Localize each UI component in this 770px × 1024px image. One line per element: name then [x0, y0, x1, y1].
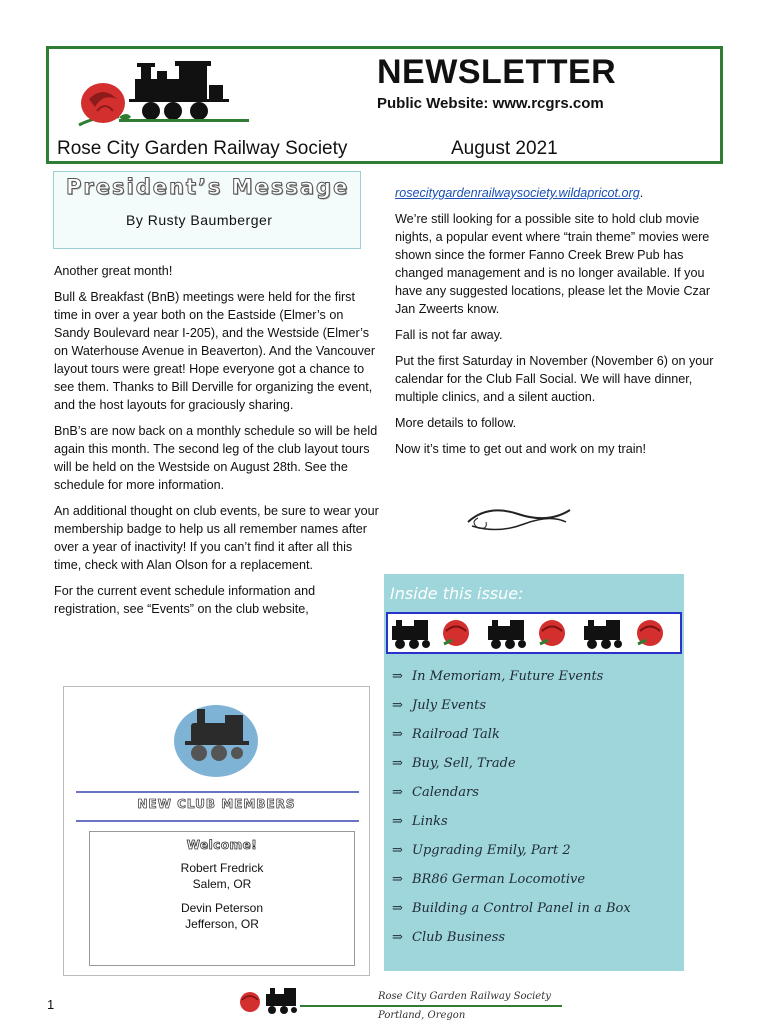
paragraph: An additional thought on club events, be sure to wear your membership badge to help us all remember names after over a year of inactivity! If you can’t find it after all this time, check with Alan Olson for a replacement.: [54, 504, 379, 572]
club-website-link[interactable]: rosecitygardenrailwaysociety.wildapricot.org: [395, 186, 640, 200]
list-item-label: Railroad Talk: [412, 727, 500, 742]
list-item[interactable]: [392, 720, 680, 749]
list-item[interactable]: [392, 749, 680, 778]
steam-locomotive-icon: [584, 620, 622, 649]
page-number: 1: [47, 997, 55, 1012]
left-column: [54, 262, 379, 626]
arrow-icon: ⇒: [392, 901, 403, 916]
paragraph: More details to follow.: [395, 416, 517, 430]
paragraph: Bull & Breakfast (BnB) meetings were held for the first time in over a year both on the Eastside (Elmer’s on Sandy Boulevard near I-205), and the Westside (Elmer’s on Waterhouse Avenue in Beaverton). And the Vancouver layout tours were great! Hope everyone got a chance to see them. Thanks to Bill Derville for organizing the event, and the host layouts for graciously sharing.: [54, 290, 376, 412]
divider: [76, 820, 359, 822]
arrow-icon: ⇒: [392, 785, 403, 800]
arrow-icon: ⇒: [392, 698, 403, 713]
paragraph: Fall is not far away.: [395, 328, 503, 342]
arrow-icon: ⇒: [392, 669, 403, 684]
inside-this-issue-heading: Inside this issue:: [390, 584, 524, 603]
presidents-message-banner: [53, 171, 361, 249]
newsletter-title: NEWSLETTER: [377, 53, 617, 91]
arrow-icon: ⇒: [392, 843, 403, 858]
inside-this-issue: [384, 574, 684, 971]
members-list: [89, 831, 355, 966]
steam-locomotive-icon: [266, 988, 297, 1014]
list-item[interactable]: [392, 807, 680, 836]
byline: By Rusty Baumberger: [126, 212, 273, 228]
list-item-label: BR86 German Locomotive: [412, 872, 586, 887]
steam-locomotive-icon: [129, 61, 229, 120]
list-item-label: Calendars: [412, 785, 479, 800]
member-entry: [90, 860, 354, 892]
paragraph: For the current event schedule information and registration, see “Events” on the club website,: [54, 584, 316, 616]
list-item[interactable]: [392, 894, 680, 923]
footer-divider: [300, 1005, 562, 1007]
footer-organization: Rose City Garden Railway Society: [378, 991, 551, 1002]
arrow-icon: ⇒: [392, 930, 403, 945]
steam-locomotive-icon: [392, 620, 430, 649]
issue-contents-list: [392, 662, 680, 952]
paragraph: Put the first Saturday in November (November 6) on your calendar for the Club Fall Social. We will have dinner, multiple clinics, and a silent auction.: [395, 354, 714, 404]
paragraph: Now it’s time to get out and work on my train!: [395, 442, 647, 456]
arrow-icon: ⇒: [392, 727, 403, 742]
divider: [76, 791, 359, 793]
steam-locomotive-icon: [488, 620, 526, 649]
list-item[interactable]: [392, 691, 680, 720]
welcome-heading: Welcome!: [186, 838, 258, 852]
list-item[interactable]: [392, 865, 680, 894]
list-item-label: Links: [412, 814, 448, 829]
arrow-icon: ⇒: [392, 814, 403, 829]
paragraph: Another great month!: [54, 264, 173, 278]
list-item-label: Buy, Sell, Trade: [412, 756, 516, 771]
list-item-label: Building a Control Panel in a Box: [412, 901, 631, 916]
arrow-icon: ⇒: [392, 756, 403, 771]
steam-locomotive-icon: [171, 693, 261, 783]
website-link-line: [395, 184, 725, 202]
rose-icon: [539, 620, 565, 646]
club-logo: [59, 55, 249, 135]
public-website: Public Website: www.rcgrs.com: [377, 95, 604, 112]
paragraph: BnB’s are now back on a monthly schedule so will be held again this month. The second leg of the club layout tours will be held on the Westside on August 28th. See the schedule for more information.: [54, 424, 378, 492]
rose-icon: [79, 83, 131, 125]
rose-icon: [637, 620, 663, 646]
footer-logo: [236, 982, 308, 1018]
rose-icon: [240, 992, 260, 1012]
list-item[interactable]: [392, 836, 680, 865]
right-column: [395, 184, 725, 466]
list-item[interactable]: [392, 923, 680, 952]
issue-date: August 2021: [451, 138, 558, 159]
arrow-icon: ⇒: [392, 872, 403, 887]
presidents-message-heading: President’s Message: [66, 175, 350, 199]
list-item-label: Upgrading Emily, Part 2: [412, 843, 571, 858]
flourish-icon: [458, 500, 578, 540]
list-item-label: Club Business: [412, 930, 506, 945]
rose-icon: [443, 620, 469, 646]
member-entry: [90, 900, 354, 932]
paragraph: We’re still looking for a possible site to hold club movie nights, a popular event where “train theme” movies were shown since the former Fanno Creek Brew Pub has changed management and is no longer available. If you have any suggested locations, please let the Movie Czar Jan Zweerts know.: [395, 212, 711, 316]
list-item-label: In Memoriam, Future Events: [412, 669, 604, 684]
link-suffix: .: [639, 186, 644, 200]
new-members-box: [63, 686, 370, 976]
list-item[interactable]: [392, 662, 680, 691]
footer-location: Portland, Oregon: [378, 1010, 466, 1021]
masthead: [46, 46, 723, 164]
member-name: Robert Fredrick: [180, 861, 264, 875]
list-item[interactable]: [392, 778, 680, 807]
organization-name: Rose City Garden Railway Society: [57, 138, 348, 159]
member-city: Salem, OR: [192, 877, 252, 891]
new-members-heading: NEW CLUB MEMBERS: [137, 797, 296, 811]
member-city: Jefferson, OR: [185, 917, 259, 931]
list-item-label: July Events: [412, 698, 487, 713]
member-name: Devin Peterson: [180, 901, 264, 915]
train-rose-banner: [386, 612, 682, 654]
